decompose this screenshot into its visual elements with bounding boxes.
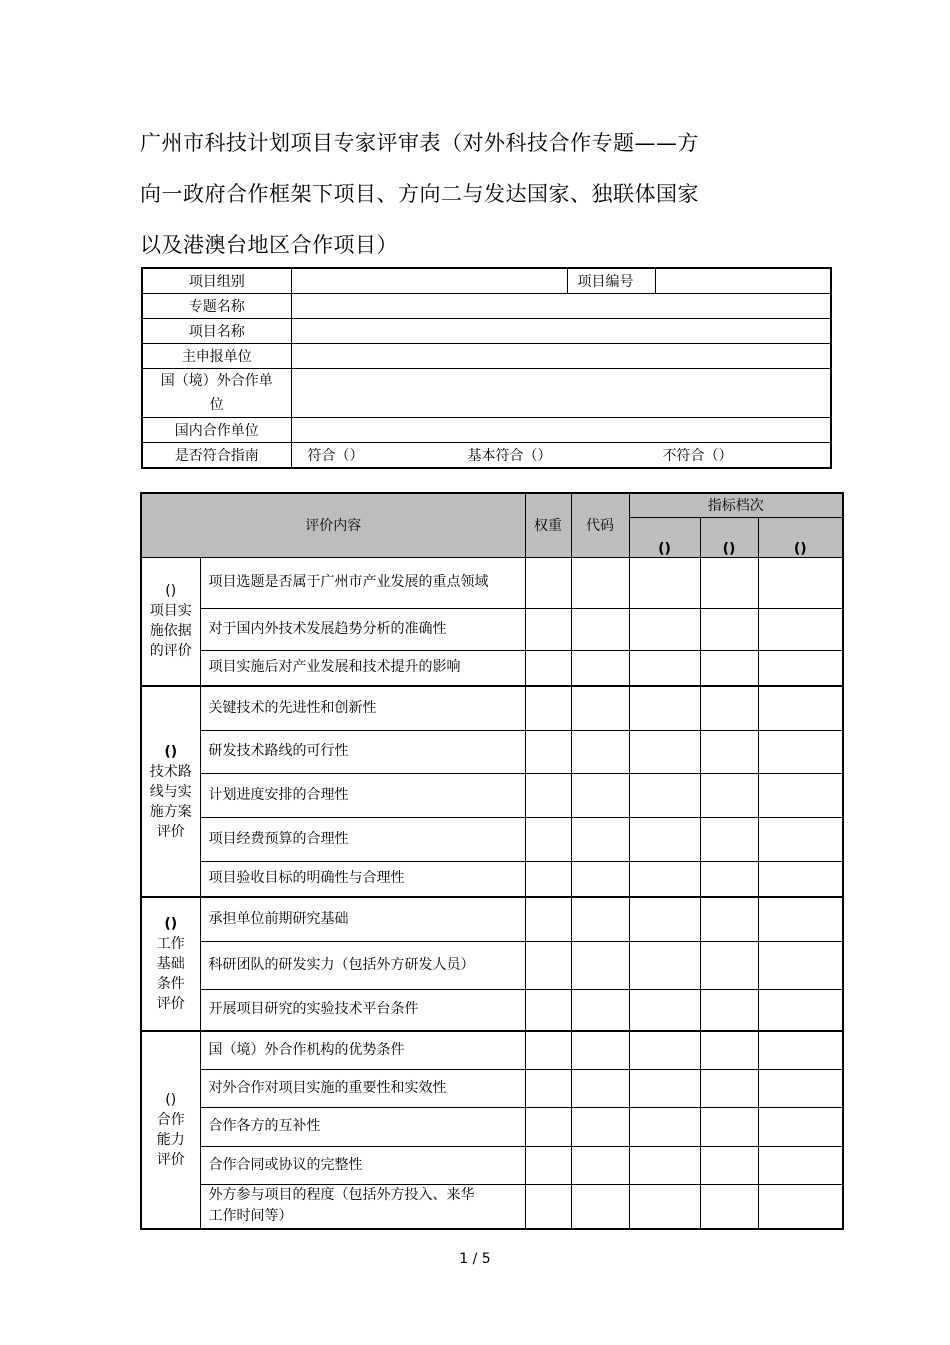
weight-cell[interactable]: [525, 989, 571, 1031]
weight-cell[interactable]: [525, 730, 571, 773]
foreign-partner-label-line-1: 国（境）外合作单: [160, 373, 273, 389]
grade-cell[interactable]: [758, 817, 843, 861]
weight-cell[interactable]: [525, 557, 571, 608]
page-number: 1 / 5: [459, 1251, 491, 1267]
grade-cell[interactable]: [758, 1069, 843, 1107]
title-line-2: 向一政府合作框架下项目、方向二与发达国家、独联体国家: [140, 182, 699, 206]
code-cell[interactable]: [571, 730, 629, 773]
weight-cell[interactable]: [525, 608, 571, 650]
criterion-item: 项目验收目标的明确性与合理性: [200, 861, 525, 897]
criterion-item: 开展项目研究的实验技术平台条件: [200, 989, 525, 1031]
grade-cell[interactable]: [758, 1184, 843, 1229]
grade-cell[interactable]: [758, 897, 843, 941]
guide-compliance-options: [291, 443, 831, 469]
section-1-label-line: 项目实: [149, 603, 192, 620]
project-info-table: [141, 267, 832, 469]
criterion-item: 合作合同或协议的完整性: [200, 1146, 525, 1184]
grade-cell[interactable]: [700, 686, 758, 730]
grade-cell[interactable]: [629, 1146, 700, 1184]
section-2-marker: (): [164, 743, 178, 760]
foreign-partner-label-line-2: 位: [209, 397, 224, 413]
code-cell[interactable]: [571, 1184, 629, 1229]
section-3-marker: (): [164, 916, 178, 932]
grade-cell[interactable]: [700, 773, 758, 817]
applicant-field[interactable]: [291, 344, 831, 369]
weight-cell[interactable]: [525, 1031, 571, 1069]
grade-cell[interactable]: [758, 557, 843, 608]
weight-cell[interactable]: [525, 1107, 571, 1146]
grade-cell[interactable]: [700, 650, 758, 686]
section-4-label-line: 合作: [156, 1112, 185, 1128]
foreign-partner-label: [142, 369, 291, 418]
section-2-label-line: 线与实: [149, 783, 192, 800]
grade-cell[interactable]: [700, 861, 758, 897]
weight-cell[interactable]: [525, 1184, 571, 1229]
code-cell[interactable]: [571, 650, 629, 686]
criterion-item: 研发技术路线的可行性: [200, 730, 525, 773]
number-field[interactable]: [655, 268, 831, 294]
grade-3: (): [758, 517, 843, 557]
criterion-item: 对于国内外技术发展趋势分析的准确性: [200, 608, 525, 650]
criterion-item: 项目选题是否属于广州市产业发展的重点领域: [200, 557, 525, 608]
code-cell[interactable]: [571, 897, 629, 941]
criterion-item: 关键技术的先进性和创新性: [200, 686, 525, 730]
criterion-item: 对外合作对项目实施的重要性和实效性: [200, 1069, 525, 1107]
code-cell[interactable]: [571, 1069, 629, 1107]
project-name-label: 项目名称: [142, 319, 291, 344]
section-2-label: [141, 686, 200, 897]
grade-cell[interactable]: [700, 1146, 758, 1184]
code-cell[interactable]: [571, 1031, 629, 1069]
criterion-item: 项目经费预算的合理性: [200, 817, 525, 861]
grade-cell[interactable]: [629, 897, 700, 941]
title-line-3: 以及港澳台地区合作项目）: [140, 233, 398, 257]
weight-cell[interactable]: [525, 1069, 571, 1107]
code-cell[interactable]: [571, 608, 629, 650]
section-1-marker: (): [165, 583, 177, 600]
section-2-label-line: 评价: [156, 823, 185, 840]
grade-cell[interactable]: [758, 608, 843, 650]
section-1-label-line: 施依据: [149, 623, 192, 640]
grade-cell[interactable]: [629, 608, 700, 650]
criterion-item: 计划进度安排的合理性: [200, 773, 525, 817]
project-name-field[interactable]: [291, 319, 831, 344]
code-cell[interactable]: [571, 941, 629, 989]
weight-cell[interactable]: [525, 861, 571, 897]
weight-cell[interactable]: [525, 686, 571, 730]
criterion-item: 承担单位前期研究基础: [200, 897, 525, 941]
weight-cell[interactable]: [525, 1146, 571, 1184]
document-title: [140, 118, 780, 271]
code-cell[interactable]: [571, 1146, 629, 1184]
grade-cell[interactable]: [700, 608, 758, 650]
grade-cell[interactable]: [700, 1069, 758, 1107]
code-cell[interactable]: [571, 773, 629, 817]
code-header: 代码: [571, 493, 629, 557]
criterion-item: 项目实施后对产业发展和技术提升的影响: [200, 650, 525, 686]
grade-2: (): [700, 517, 758, 557]
topic-label: 专题名称: [142, 294, 291, 319]
domestic-partner-label: 国内合作单位: [142, 418, 291, 443]
grade-cell[interactable]: [629, 1107, 700, 1146]
option-basically-compliant[interactable]: 基本符合（）: [467, 448, 552, 464]
grade-cell[interactable]: [629, 773, 700, 817]
section-4-label-line: 能力: [156, 1132, 185, 1148]
grade-cell[interactable]: [629, 1069, 700, 1107]
criterion-item: 合作各方的互补性: [200, 1107, 525, 1146]
grade-cell[interactable]: [700, 730, 758, 773]
grade-cell[interactable]: [758, 730, 843, 773]
topic-field[interactable]: [291, 294, 831, 319]
grade-cell[interactable]: [700, 1031, 758, 1069]
grade-cell[interactable]: [629, 730, 700, 773]
grade-cell[interactable]: [700, 557, 758, 608]
grade-cell[interactable]: [629, 1031, 700, 1069]
section-1-label-line: 的评价: [149, 643, 192, 660]
code-cell[interactable]: [571, 817, 629, 861]
criterion-item: 国（境）外合作机构的优势条件: [200, 1031, 525, 1069]
grade-cell[interactable]: [629, 941, 700, 989]
grade-cell[interactable]: [758, 686, 843, 730]
grade-cell[interactable]: [629, 989, 700, 1031]
weight-cell[interactable]: [525, 941, 571, 989]
section-1-label: [141, 557, 200, 686]
title-line-1: 广州市科技计划项目专家评审表（对外科技合作专题——方: [140, 131, 699, 155]
group-label: 项目组别: [142, 268, 291, 294]
grade-cell[interactable]: [700, 1107, 758, 1146]
section-3-label-line: 基础: [156, 956, 185, 972]
grade-cell[interactable]: [758, 1031, 843, 1069]
grade-cell[interactable]: [629, 817, 700, 861]
code-cell[interactable]: [571, 686, 629, 730]
option-non-compliant[interactable]: 不符合（）: [662, 448, 733, 464]
section-3-label: [141, 897, 200, 1031]
grade-cell[interactable]: [629, 1184, 700, 1229]
section-4-label: [141, 1031, 200, 1229]
section-4-marker: (): [165, 1092, 177, 1108]
section-3-label-line: 工作: [156, 936, 185, 952]
content-header: 评价内容: [141, 493, 525, 557]
domestic-partner-field[interactable]: [291, 418, 831, 443]
option-compliant[interactable]: 符合（）: [307, 448, 364, 464]
criterion-item: 外方参与项目的程度（包括外方投入、来华工作时间等）: [200, 1184, 525, 1229]
applicant-label: 主申报单位: [142, 344, 291, 369]
grade-header: 指标档次: [629, 493, 843, 517]
section-3-label-line: 条件: [156, 976, 185, 992]
grade-cell[interactable]: [629, 557, 700, 608]
group-field[interactable]: [291, 268, 567, 294]
grade-cell[interactable]: [758, 773, 843, 817]
weight-cell[interactable]: [525, 817, 571, 861]
grade-cell[interactable]: [700, 817, 758, 861]
code-cell[interactable]: [571, 861, 629, 897]
weight-cell[interactable]: [525, 897, 571, 941]
grade-1: (): [629, 517, 700, 557]
grade-cell[interactable]: [758, 941, 843, 989]
guide-compliance-label: 是否符合指南: [142, 443, 291, 469]
grade-cell[interactable]: [700, 897, 758, 941]
code-cell[interactable]: [571, 989, 629, 1031]
criterion-item: 科研团队的研发实力（包括外方研发人员）: [200, 941, 525, 989]
grade-cell[interactable]: [758, 1107, 843, 1146]
section-2-label-line: 技术路: [149, 763, 192, 780]
grade-cell[interactable]: [700, 989, 758, 1031]
grade-cell[interactable]: [758, 650, 843, 686]
section-4-label-line: 评价: [156, 1152, 185, 1168]
grade-cell[interactable]: [629, 861, 700, 897]
weight-cell[interactable]: [525, 773, 571, 817]
grade-cell[interactable]: [758, 989, 843, 1031]
grade-cell[interactable]: [700, 941, 758, 989]
grade-cell[interactable]: [758, 861, 843, 897]
weight-header: 权重: [525, 493, 571, 557]
foreign-partner-field[interactable]: [291, 369, 831, 418]
code-cell[interactable]: [571, 557, 629, 608]
grade-cell[interactable]: [700, 1184, 758, 1229]
grade-cell[interactable]: [758, 1146, 843, 1184]
grade-cell[interactable]: [629, 650, 700, 686]
weight-cell[interactable]: [525, 650, 571, 686]
section-3-label-line: 评价: [156, 996, 185, 1012]
grade-cell[interactable]: [629, 686, 700, 730]
number-label: 项目编号: [567, 268, 655, 294]
evaluation-table: [140, 492, 844, 1230]
section-2-label-line: 施方案: [149, 803, 192, 820]
code-cell[interactable]: [571, 1107, 629, 1146]
